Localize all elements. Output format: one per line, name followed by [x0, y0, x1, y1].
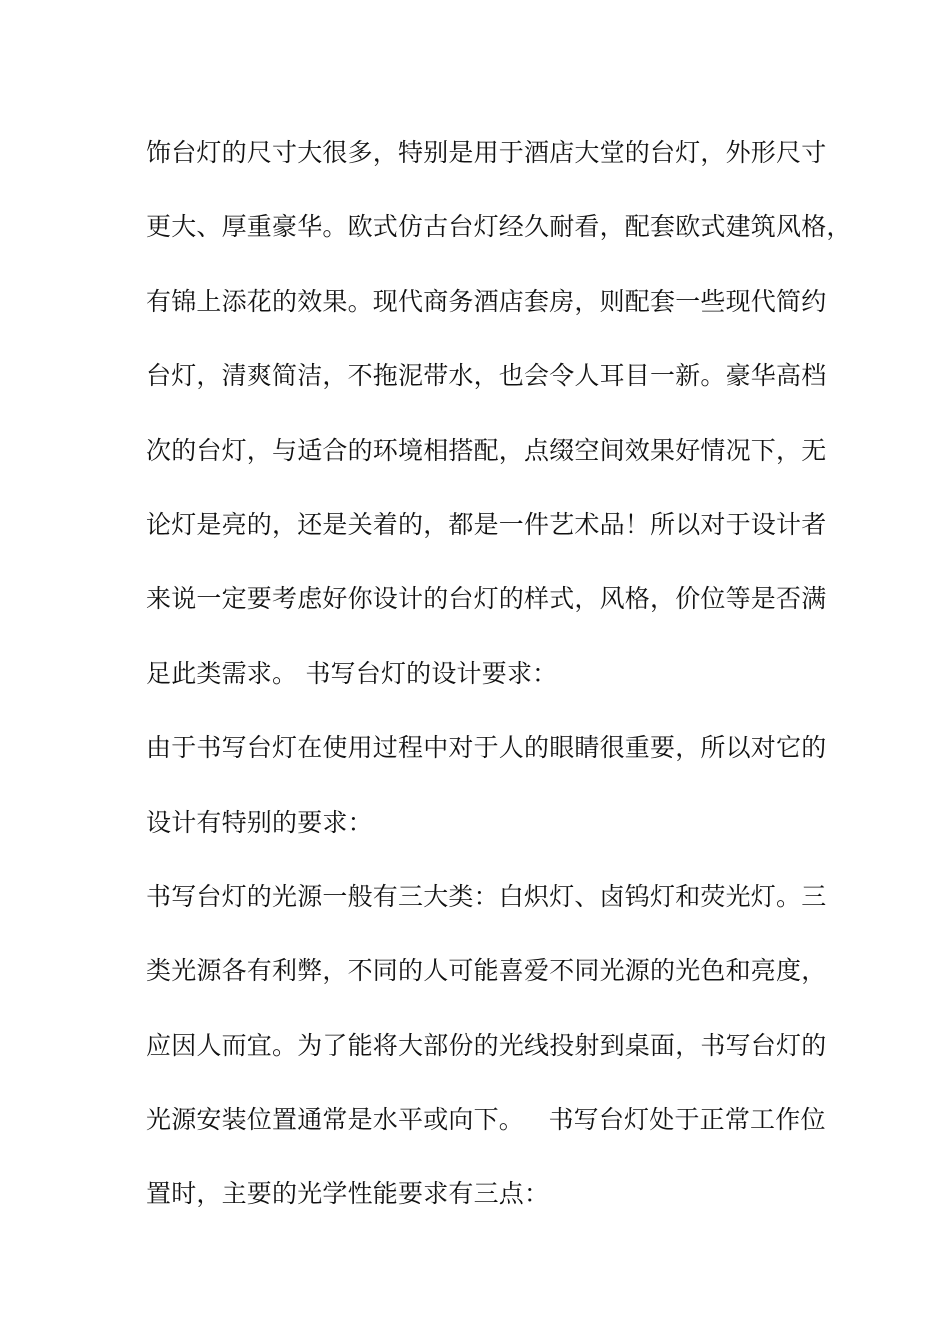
text-line: 有锦上添花的效果。现代商务酒店套房，则配套一些现代简约 — [146, 286, 827, 316]
body-text — [146, 134, 852, 1250]
text-line: 书写台灯的光源一般有三大类：白炽灯、卤钨灯和荧光灯。三 — [146, 881, 827, 911]
text-line: 论灯是亮的，还是关着的，都是一件艺术品！所以对于设计者 — [146, 509, 827, 539]
text-line: 由于书写台灯在使用过程中对于人的眼睛很重要，所以对它的 — [146, 733, 827, 763]
text-line: 类光源各有利弊，不同的人可能喜爱不同光源的光色和亮度， — [146, 956, 827, 986]
text-line: 更大、厚重豪华。欧式仿古台灯经久耐看，配套欧式建筑风格， — [146, 212, 852, 242]
text-line: 次的台灯，与适合的环境相搭配，点缀空间效果好情况下，无 — [146, 435, 827, 465]
text-line: 应因人而宜。为了能将大部份的光线投射到桌面，书写台灯的 — [146, 1030, 827, 1060]
text-line: 饰台灯的尺寸大很多，特别是用于酒店大堂的台灯，外形尺寸 — [146, 138, 827, 167]
text-line: 置时，主要的光学性能要求有三点： — [146, 1179, 550, 1209]
text-line: 来说一定要考虑好你设计的台灯的样式，风格，价位等是否满 — [146, 584, 827, 614]
text-line: 台灯，清爽简洁，不拖泥带水，也会令人耳目一新。豪华高档 — [146, 361, 827, 391]
text-line: 足此类需求。 书写台灯的设计要求： — [146, 658, 558, 688]
text-line: 光源安装位置通常是水平或向下。 书写台灯处于正常工作位 — [146, 1105, 826, 1135]
text-line: 设计有特别的要求： — [146, 807, 373, 837]
